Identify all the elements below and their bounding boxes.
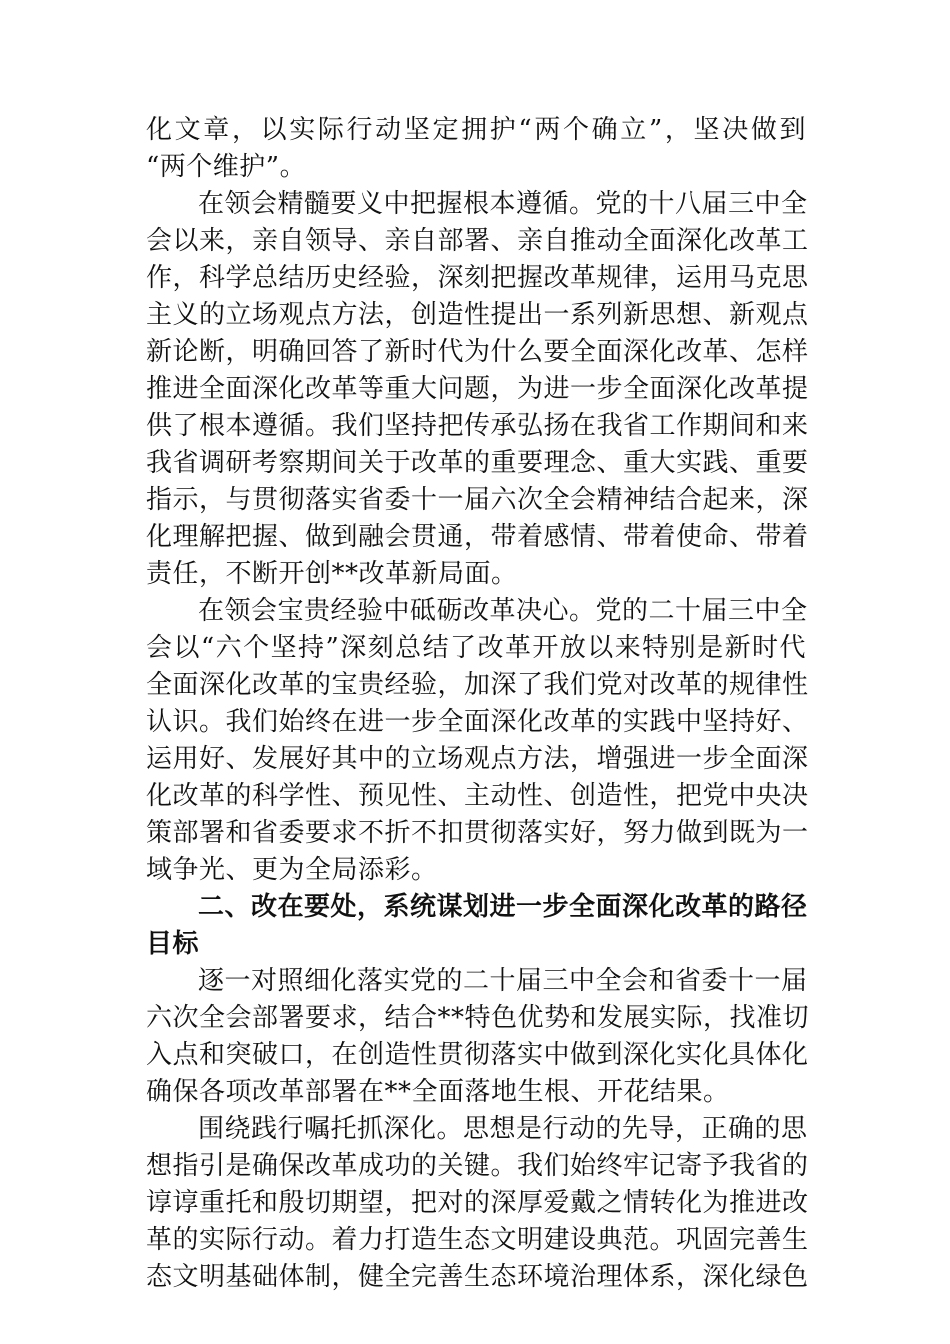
section-heading [146, 889, 806, 963]
text-line: 态文明基础体制，健全完善生态环境治理体系，深化绿色 [146, 1262, 809, 1292]
text-line: 策部署和省委要求不折不扣贯彻落实好，努力做到既为一 [146, 818, 809, 848]
text-line: 作，科学总结历史经验，深刻把握改革规律，运用马克思 [146, 263, 809, 293]
text-line: 逐一对照细化落实党的二十届三中全会和省委十一届 [198, 966, 808, 996]
text-line: 确保各项改革部署在**全面落地生根、开花结果。 [146, 1077, 730, 1107]
paragraph-fundamental-principles [146, 186, 809, 593]
text-line: 想指引是确保改革成功的关键。我们始终牢记寄予我省的 [146, 1151, 809, 1181]
text-line: “两个维护”。 [146, 152, 307, 182]
text-line: 我省调研考察期间关于改革的重要理念、重大实践、重要 [146, 448, 809, 478]
paragraph-reform-determination [146, 593, 809, 889]
text-line: 全面深化改革的宝贵经验，加深了我们党对改革的规律性 [146, 670, 809, 700]
heading-line: 二、改在要处，系统谋划进一步全面深化改革的路径 [198, 892, 808, 922]
text-line: 会以来，亲自领导、亲自部署、亲自推动全面深化改革工 [146, 226, 809, 256]
text-line: 化文章，以实际行动坚定拥护“两个确立”，坚决做到 [146, 115, 806, 145]
text-line: 化改革的科学性、预见性、主动性、创造性，把党中央决 [146, 781, 809, 811]
text-line: 围绕践行嘱托抓深化。思想是行动的先导，正确的思 [198, 1114, 808, 1144]
text-line: 域争光、更为全局添彩。 [146, 855, 438, 885]
text-line: 在领会精髓要义中把握根本遵循。党的十八届三中全 [198, 189, 808, 219]
text-line: 化理解把握、做到融会贯通，带着感情、带着使命、带着 [146, 522, 809, 552]
paragraph-deepening [146, 1111, 809, 1296]
paragraph-continuation [146, 112, 806, 186]
text-line: 革的实际行动。着力打造生态文明建设典范。巩固完善生 [146, 1225, 809, 1255]
text-line: 责任，不断开创**改革新局面。 [146, 559, 518, 589]
document-page [146, 112, 810, 1296]
text-line: 供了根本遵循。我们坚持把传承弘扬在我省工作期间和来 [146, 411, 809, 441]
text-line: 入点和突破口，在创造性贯彻落实中做到深化实化具体化 [146, 1040, 809, 1070]
text-line: 在领会宝贵经验中砥砺改革决心。党的二十届三中全 [198, 596, 808, 626]
text-line: 谆谆重托和殷切期望，把对的深厚爱戴之情转化为推进改 [146, 1188, 809, 1218]
text-line: 主义的立场观点方法，创造性提出一系列新思想、新观点 [146, 300, 809, 330]
text-line: 推进全面深化改革等重大问题，为进一步全面深化改革提 [146, 374, 809, 404]
text-line: 指示，与贯彻落实省委十一届六次全会精神结合起来，深 [146, 485, 809, 515]
text-line: 运用好、发展好其中的立场观点方法，增强进一步全面深 [146, 744, 809, 774]
heading-line: 目标 [146, 929, 200, 959]
text-line: 会以“六个坚持”深刻总结了改革开放以来特别是新时代 [146, 633, 806, 663]
text-line: 认识。我们始终在进一步全面深化改革的实践中坚持好、 [146, 707, 809, 737]
paragraph-implementation [146, 963, 810, 1111]
text-line: 六次全会部署要求，结合**特色优势和发展实际，找准切 [146, 1003, 810, 1033]
text-line: 新论断，明确回答了新时代为什么要全面深化改革、怎样 [146, 337, 809, 367]
